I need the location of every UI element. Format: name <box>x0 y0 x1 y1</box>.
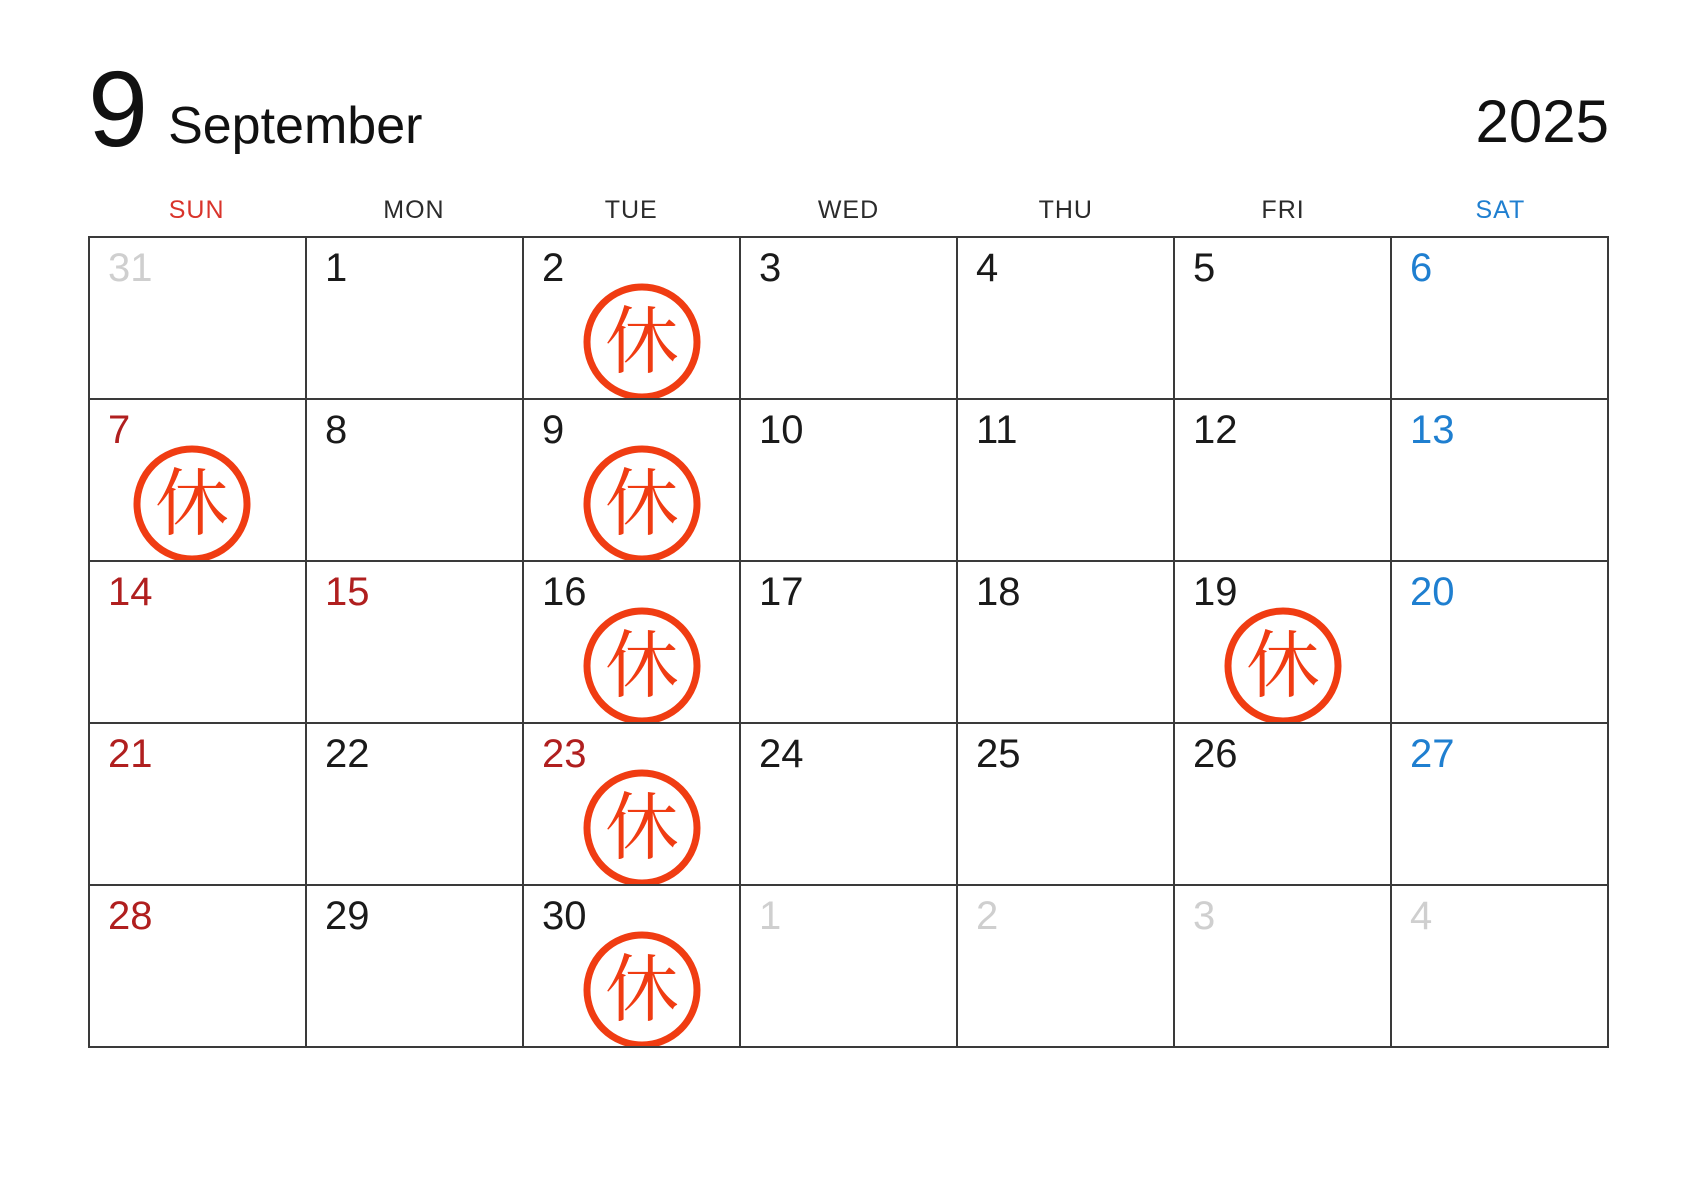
day-number: 19 <box>1193 570 1238 614</box>
day-cell[interactable] <box>958 886 1175 1048</box>
day-number: 7 <box>108 408 131 452</box>
day-number: 25 <box>976 732 1021 776</box>
day-cell[interactable] <box>524 724 741 886</box>
day-number: 14 <box>108 570 153 614</box>
day-number: 31 <box>108 246 153 290</box>
day-cell[interactable] <box>1392 400 1609 562</box>
weekday-label-sun: SUN <box>168 196 225 224</box>
holiday-stamp-icon <box>1221 604 1345 724</box>
day-number: 10 <box>759 408 804 452</box>
day-number: 17 <box>759 570 804 614</box>
weekday-label-mon: MON <box>383 196 445 224</box>
day-cell[interactable] <box>307 724 524 886</box>
day-cell[interactable] <box>1175 724 1392 886</box>
day-cell[interactable] <box>958 724 1175 886</box>
day-cell[interactable] <box>524 400 741 562</box>
day-cell[interactable] <box>741 724 958 886</box>
weekday-header-row <box>88 196 1609 225</box>
year-label: 2025 <box>1475 88 1609 155</box>
day-number: 4 <box>1410 894 1433 938</box>
day-cell[interactable] <box>958 562 1175 724</box>
day-cell[interactable] <box>1392 238 1609 400</box>
day-cell[interactable] <box>741 886 958 1048</box>
holiday-stamp-icon <box>580 928 704 1048</box>
day-cell[interactable] <box>1392 886 1609 1048</box>
day-number: 1 <box>325 246 348 290</box>
day-number: 2 <box>542 246 565 290</box>
day-number: 23 <box>542 732 587 776</box>
calendar-header <box>88 28 1609 169</box>
day-number: 20 <box>1410 570 1455 614</box>
day-number: 30 <box>542 894 587 938</box>
day-cell[interactable] <box>307 238 524 400</box>
holiday-stamp-icon <box>580 604 704 724</box>
holiday-stamp-icon <box>130 442 254 562</box>
day-cell[interactable] <box>1175 886 1392 1048</box>
holiday-stamp-char: 休 <box>605 623 679 709</box>
day-number: 3 <box>1193 894 1216 938</box>
day-number: 3 <box>759 246 782 290</box>
day-cell[interactable] <box>1392 562 1609 724</box>
weekday-label-fri: FRI <box>1261 196 1305 224</box>
holiday-stamp-char: 休 <box>1246 623 1320 709</box>
day-number: 27 <box>1410 732 1455 776</box>
day-cell[interactable] <box>90 238 307 400</box>
day-number: 6 <box>1410 246 1433 290</box>
holiday-stamp-char: 休 <box>605 947 679 1033</box>
day-cell[interactable] <box>90 562 307 724</box>
holiday-stamp-icon <box>580 442 704 562</box>
day-number: 4 <box>976 246 999 290</box>
day-number: 2 <box>976 894 999 938</box>
day-number: 22 <box>325 732 370 776</box>
day-number: 12 <box>1193 408 1238 452</box>
day-cell[interactable] <box>1175 238 1392 400</box>
month-number: 9 <box>88 47 147 169</box>
holiday-stamp-char: 休 <box>155 461 229 547</box>
holiday-stamp-icon <box>580 280 704 400</box>
day-cell[interactable] <box>307 562 524 724</box>
holiday-stamp-char: 休 <box>605 299 679 385</box>
day-cell[interactable] <box>90 724 307 886</box>
holiday-stamp-icon <box>580 766 704 886</box>
day-number: 13 <box>1410 408 1455 452</box>
day-number: 11 <box>976 408 1018 452</box>
calendar-grid <box>88 236 1609 1048</box>
day-number: 26 <box>1193 732 1238 776</box>
day-cell[interactable] <box>90 886 307 1048</box>
day-number: 9 <box>542 408 565 452</box>
day-number: 18 <box>976 570 1021 614</box>
month-name: September <box>168 97 423 155</box>
day-cell[interactable] <box>1175 400 1392 562</box>
holiday-stamp-char: 休 <box>605 461 679 547</box>
day-cell[interactable] <box>307 886 524 1048</box>
day-cell[interactable] <box>741 562 958 724</box>
day-cell[interactable] <box>741 400 958 562</box>
day-cell[interactable] <box>307 400 524 562</box>
day-number: 16 <box>542 570 587 614</box>
day-cell[interactable] <box>1175 562 1392 724</box>
holiday-stamp-char: 休 <box>605 785 679 871</box>
day-number: 15 <box>325 570 370 614</box>
weekday-label-tue: TUE <box>604 196 658 224</box>
day-number: 21 <box>108 732 153 776</box>
day-cell[interactable] <box>958 400 1175 562</box>
month-title <box>88 47 423 169</box>
day-number: 8 <box>325 408 348 452</box>
day-cell[interactable] <box>1392 724 1609 886</box>
day-cell[interactable] <box>958 238 1175 400</box>
day-number: 24 <box>759 732 804 776</box>
day-number: 5 <box>1193 246 1216 290</box>
weekday-label-thu: THU <box>1038 196 1093 224</box>
day-number: 1 <box>759 894 782 938</box>
day-cell[interactable] <box>90 400 307 562</box>
day-number: 28 <box>108 894 153 938</box>
day-cell[interactable] <box>524 238 741 400</box>
day-number: 29 <box>325 894 370 938</box>
weekday-label-sat: SAT <box>1475 196 1526 224</box>
weekday-label-wed: WED <box>817 196 880 224</box>
day-cell[interactable] <box>524 886 741 1048</box>
day-cell[interactable] <box>741 238 958 400</box>
day-cell[interactable] <box>524 562 741 724</box>
